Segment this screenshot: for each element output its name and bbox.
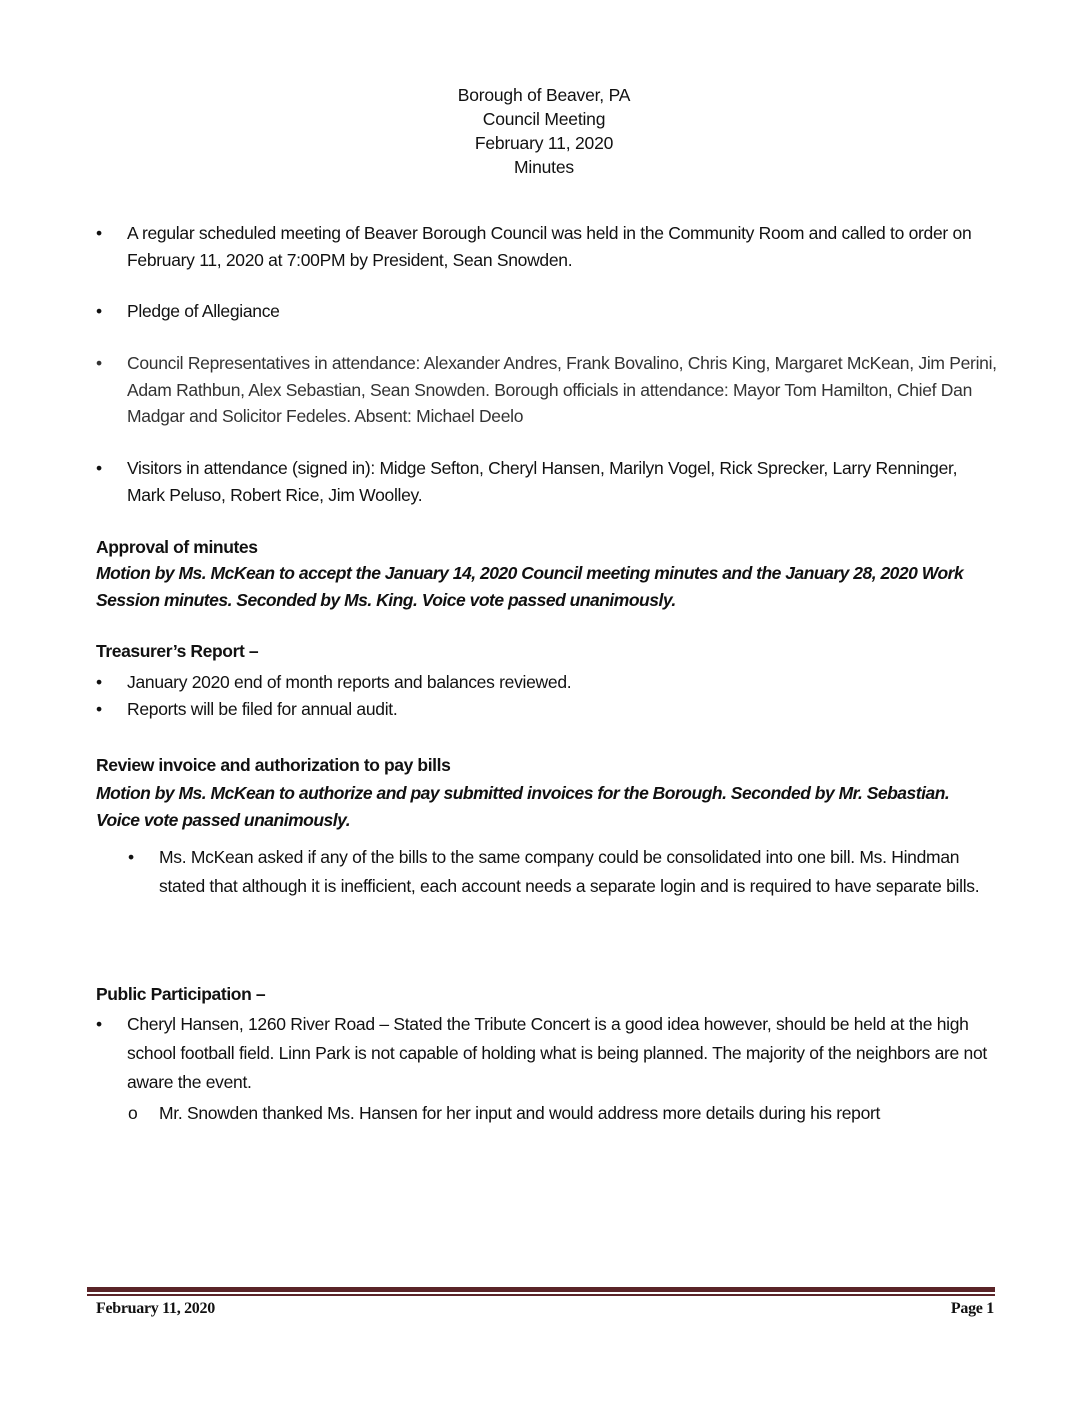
- invoices-discussion-text: Ms. McKean asked if any of the bills to the same company could be consolidated into one bill. Ms. Hindman stated that although it is inefficient, each account needs a separate login and is required to have separate bills.: [159, 847, 980, 896]
- bullet-icon: •: [96, 672, 102, 692]
- council-attendance-text: Council Representatives in attendance: Alexander Andres, Frank Bovalino, Chris King, Margaret McKean, Jim Perini, Adam Rathbun, Alex Sebastian, Sean Snowden. Borough officials in attendance: Mayor Tom Hamilton, Chief Dan Madgar and Solicitor Fedeles. Absent: Michael Deelo: [127, 353, 997, 426]
- bullet-icon: •: [96, 699, 102, 719]
- footer-date: February 11, 2020: [96, 1300, 215, 1317]
- bullet-icon: •: [96, 458, 102, 478]
- bullet-icon: •: [128, 847, 134, 867]
- section-heading-approval: Approval of minutes: [96, 537, 258, 557]
- approval-motion-text: Motion by Ms. McKean to accept the January 14, 2020 Council meeting minutes and the January 28, 2020 Work Session minutes. Seconded by Ms. King. Voice vote passed unanimously.: [96, 563, 964, 610]
- section-heading-public: Public Participation –: [96, 984, 266, 1004]
- public-comment-text: Cheryl Hansen, 1260 River Road – Stated the Tribute Concert is a good idea however, should be held at the high school football field. Linn Park is not capable of holding what is being planned. The majority of the neighbors are not aware the event.: [127, 1014, 987, 1092]
- section-heading-treasurer: Treasurer’s Report –: [96, 641, 259, 661]
- call-to-order-text: A regular scheduled meeting of Beaver Borough Council was held in the Community Room and called to order on February 11, 2020 at 7:00PM by President, Sean Snowden.: [127, 223, 972, 270]
- borough-title: Borough of Beaver, PA: [457, 85, 631, 105]
- document-header: [0, 83, 1088, 179]
- meeting-date: February 11, 2020: [474, 133, 614, 153]
- bullet-icon: •: [96, 1014, 102, 1034]
- section-heading-invoices: Review invoice and authorization to pay bills: [96, 755, 451, 775]
- footer-page-number: Page 1: [950, 1300, 994, 1317]
- treasurer-item-text: January 2020 end of month reports and balances reviewed.: [127, 672, 572, 692]
- invoices-motion-text: Motion by Ms. McKean to authorize and pay submitted invoices for the Borough. Seconded by Mr. Sebastian. Voice vote passed unanimously.: [96, 783, 950, 830]
- bullet-icon: •: [96, 353, 102, 373]
- bullet-icon: •: [96, 223, 102, 243]
- sub-bullet-icon: o: [128, 1103, 138, 1123]
- treasurer-item-text: Reports will be filed for annual audit.: [127, 699, 398, 719]
- footer-rule-thin: [87, 1294, 995, 1296]
- visitors-text: Visitors in attendance (signed in): Midge Sefton, Cheryl Hansen, Marilyn Vogel, Rick Sprecker, Larry Renninger, Mark Peluso, Robert Rice, Jim Woolley.: [127, 458, 958, 505]
- bullet-icon: •: [96, 301, 102, 321]
- meeting-type: Council Meeting: [482, 109, 606, 129]
- pledge-text: Pledge of Allegiance: [127, 301, 280, 321]
- public-response-text: Mr. Snowden thanked Ms. Hansen for her input and would address more details during his report: [159, 1103, 881, 1123]
- document-type: Minutes: [514, 157, 574, 177]
- footer-rule-thick: [87, 1287, 995, 1292]
